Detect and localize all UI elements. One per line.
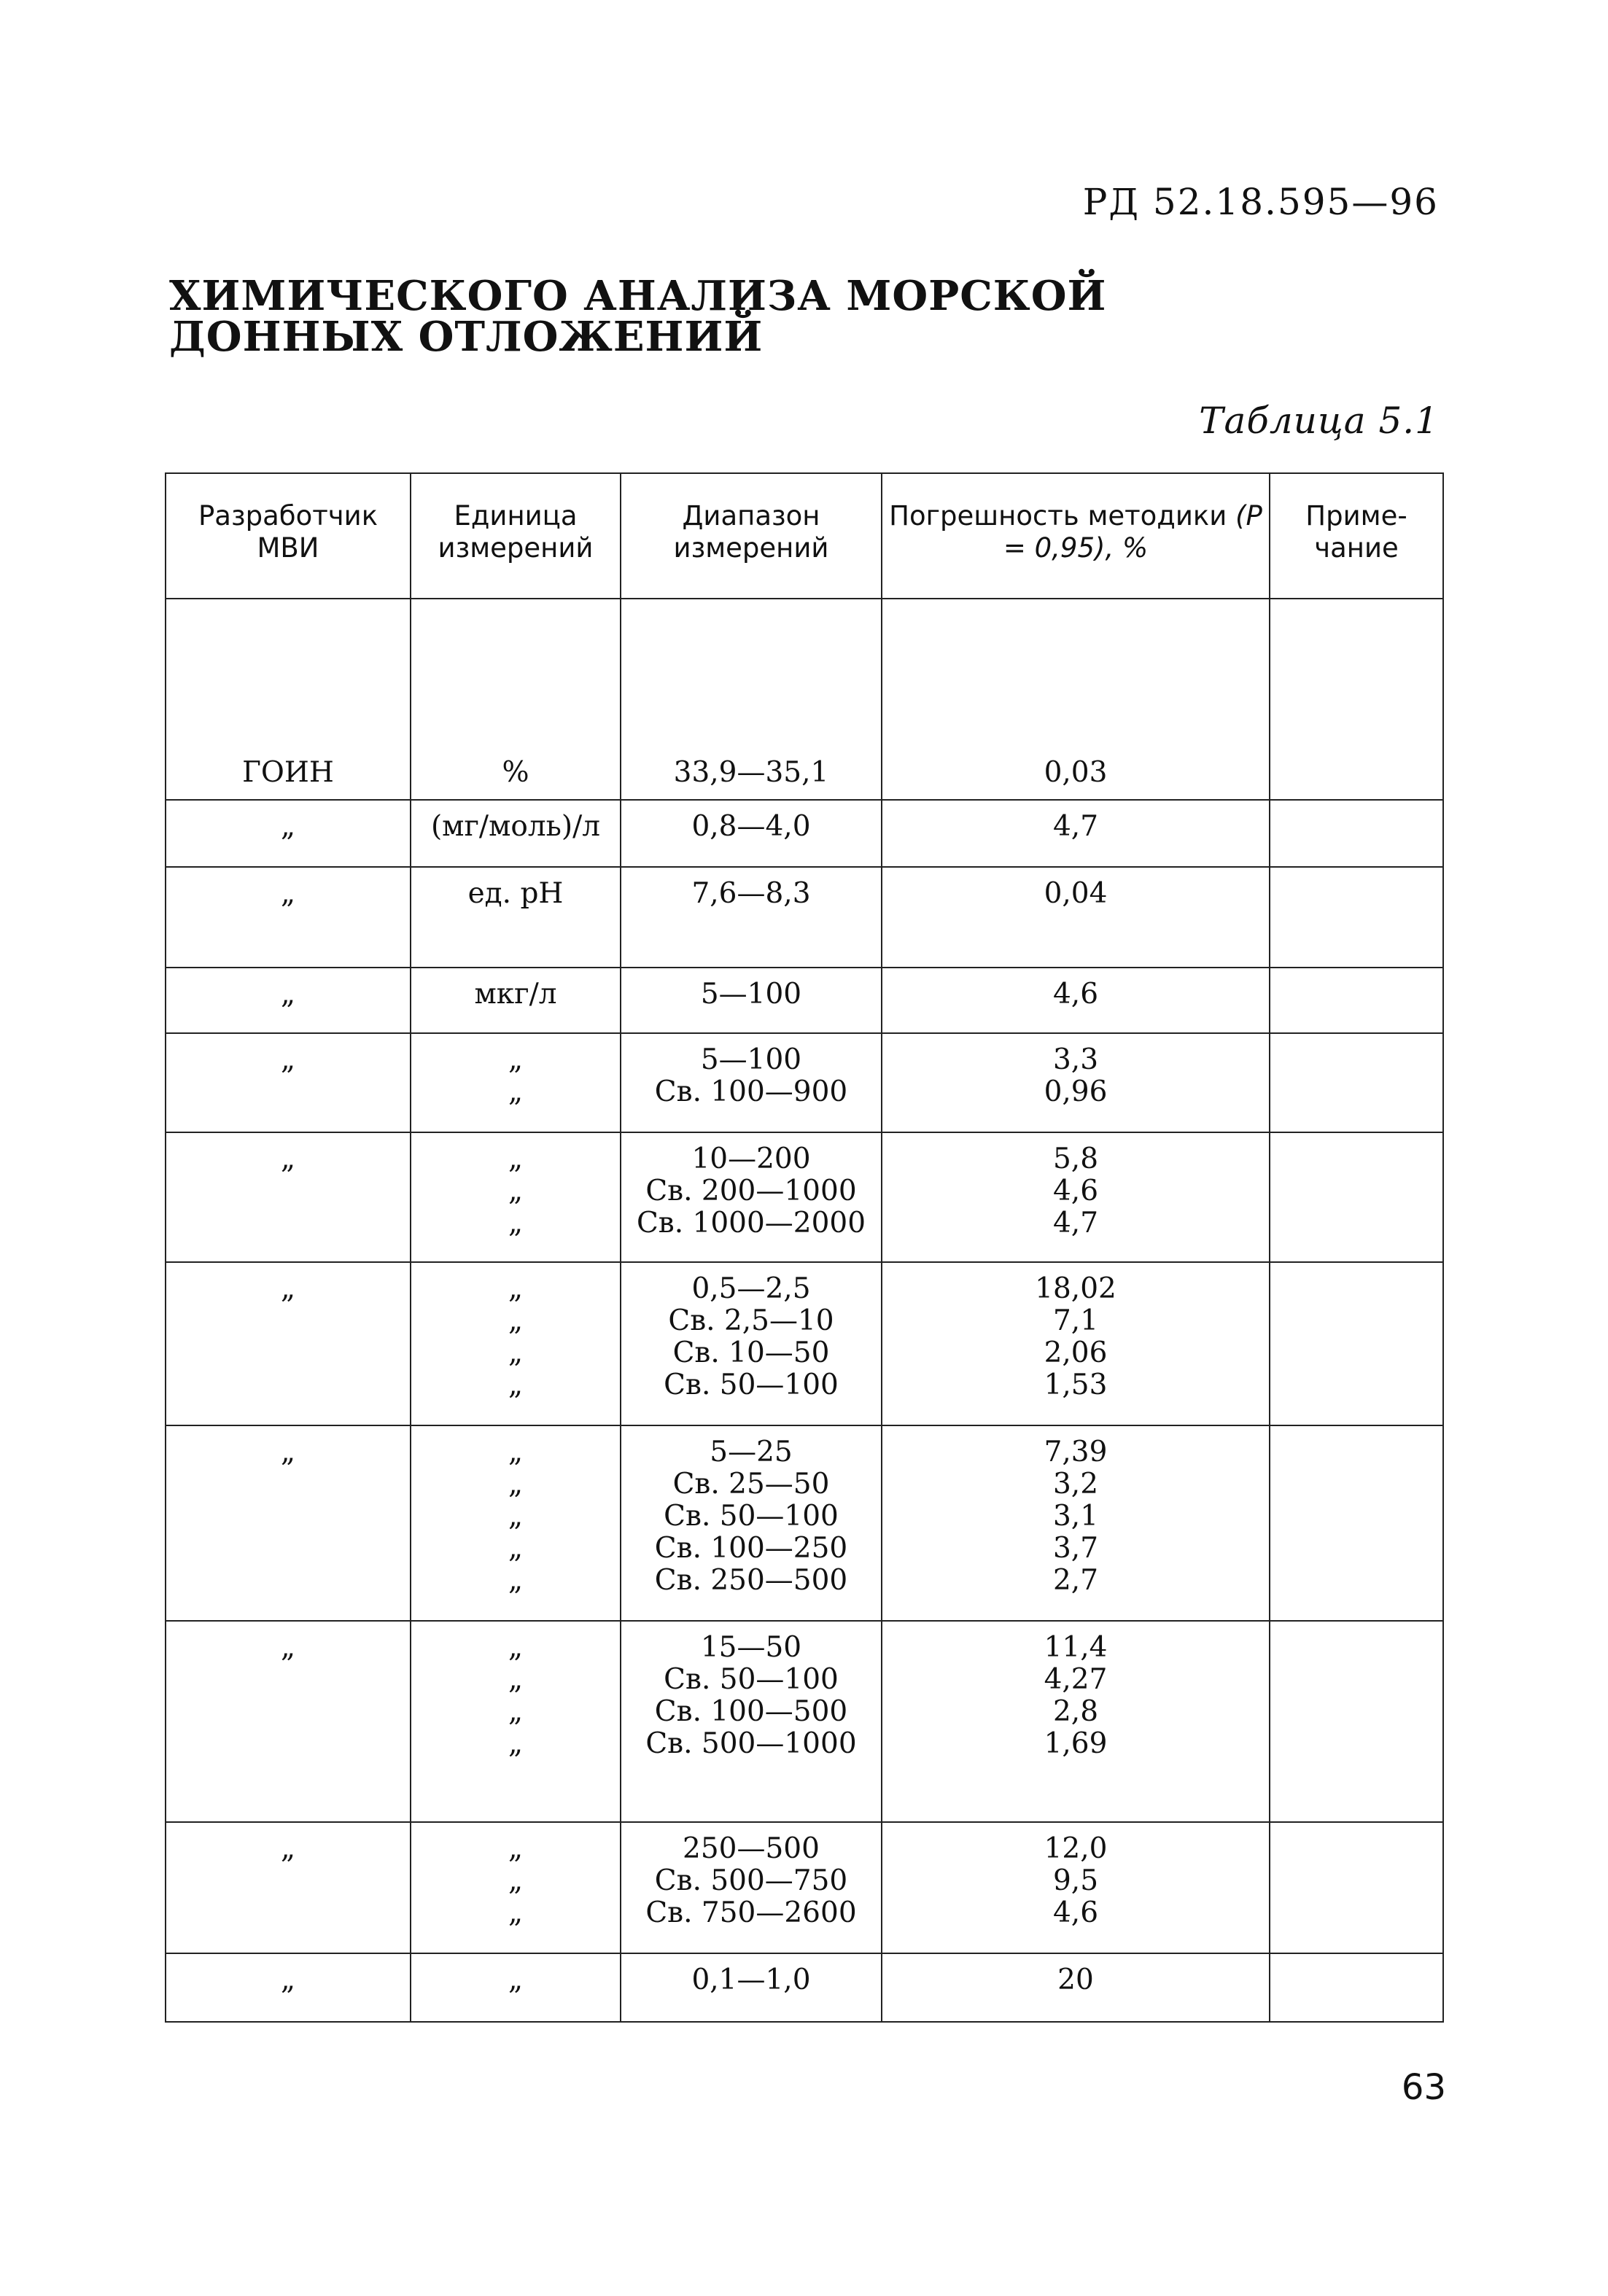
table-row <box>166 867 1443 968</box>
unit-cell: „ „ „ <box>411 1822 621 1953</box>
error-cell: 5,8 4,6 4,7 <box>882 1132 1270 1262</box>
table-row <box>166 1822 1443 1953</box>
table-row <box>166 1425 1443 1621</box>
error-cell: 20 <box>882 1953 1270 2022</box>
header-error: Погрешность методики (P = 0,95), % <box>882 473 1270 599</box>
note-cell <box>1270 1132 1443 1262</box>
developer-cell: „ <box>166 1425 411 1621</box>
error-cell: 12,0 9,5 4,6 <box>882 1822 1270 1953</box>
table-row <box>166 1033 1443 1132</box>
developer-cell: ГОИН <box>166 599 411 800</box>
unit-cell: (мг/моль)/л <box>411 800 621 867</box>
range-cell: 10—200 Св. 200—1000 Св. 1000—2000 <box>621 1132 882 1262</box>
developer-cell: „ <box>166 800 411 867</box>
error-cell: 18,02 7,1 2,06 1,53 <box>882 1262 1270 1425</box>
error-cell: 0,04 <box>882 867 1270 968</box>
developer-cell: „ <box>166 1621 411 1822</box>
unit-cell: „ „ „ „ <box>411 1262 621 1425</box>
note-cell <box>1270 1621 1443 1822</box>
table-row <box>166 968 1443 1033</box>
developer-cell: „ <box>166 1822 411 1953</box>
developer-cell: „ <box>166 1033 411 1132</box>
note-cell <box>1270 599 1443 800</box>
developer-cell: „ <box>166 867 411 968</box>
unit-cell: ед. pH <box>411 867 621 968</box>
unit-cell: „ „ „ „ <box>411 1621 621 1822</box>
page-number: 63 <box>1401 2067 1446 2108</box>
range-cell: 0,1—1,0 <box>621 1953 882 2022</box>
header-range: Диапазон измерений <box>621 473 882 599</box>
unit-cell: „ „ „ „ „ <box>411 1425 621 1621</box>
developer-cell: „ <box>166 1953 411 2022</box>
unit-cell: % <box>411 599 621 800</box>
range-cell: 5—100 Св. 100—900 <box>621 1033 882 1132</box>
unit-cell: „ „ <box>411 1033 621 1132</box>
note-cell <box>1270 968 1443 1033</box>
note-cell <box>1270 1953 1443 2022</box>
error-cell: 0,03 <box>882 599 1270 800</box>
header-note: Приме- чание <box>1270 473 1443 599</box>
table-row <box>166 599 1443 800</box>
range-cell: 5—100 <box>621 968 882 1033</box>
range-cell: 33,9—35,1 <box>621 599 882 800</box>
unit-cell: мкг/л <box>411 968 621 1033</box>
document-code: РД 52.18.595—96 <box>1082 181 1439 223</box>
range-cell: 0,8—4,0 <box>621 800 882 867</box>
heading-line-2: ДОННЫХ ОТЛОЖЕНИЙ <box>169 313 764 361</box>
error-cell: 4,7 <box>882 800 1270 867</box>
unit-cell: „ „ „ <box>411 1132 621 1262</box>
note-cell <box>1270 1262 1443 1425</box>
table-row <box>166 1262 1443 1425</box>
error-cell: 4,6 <box>882 968 1270 1033</box>
table-caption: Таблица 5.1 <box>1199 400 1439 442</box>
table-row <box>166 1621 1443 1822</box>
table-row <box>166 1953 1443 2022</box>
error-cell: 3,3 0,96 <box>882 1033 1270 1132</box>
table-row <box>166 800 1443 867</box>
range-cell: 15—50 Св. 50—100 Св. 100—500 Св. 500—1000 <box>621 1621 882 1822</box>
range-cell: 5—25 Св. 25—50 Св. 50—100 Св. 100—250 Св. 250—500 <box>621 1425 882 1621</box>
developer-cell: „ <box>166 1132 411 1262</box>
heading-line-1: ХИМИЧЕСКОГО АНАЛИЗА МОРСКОЙ <box>169 272 1107 320</box>
header-developer: Разработчик МВИ <box>166 473 411 599</box>
table-row <box>166 1132 1443 1262</box>
range-cell: 0,5—2,5 Св. 2,5—10 Св. 10—50 Св. 50—100 <box>621 1262 882 1425</box>
page-heading <box>169 272 1107 361</box>
developer-cell: „ <box>166 1262 411 1425</box>
unit-cell: „ <box>411 1953 621 2022</box>
header-unit: Единица измерений <box>411 473 621 599</box>
error-cell: 11,4 4,27 2,8 1,69 <box>882 1621 1270 1822</box>
note-cell <box>1270 800 1443 867</box>
developer-cell: „ <box>166 968 411 1033</box>
data-table <box>165 472 1444 2023</box>
range-cell: 7,6—8,3 <box>621 867 882 968</box>
note-cell <box>1270 1425 1443 1621</box>
table-header-row <box>166 473 1443 599</box>
note-cell <box>1270 867 1443 968</box>
note-cell <box>1270 1033 1443 1132</box>
error-cell: 7,39 3,2 3,1 3,7 2,7 <box>882 1425 1270 1621</box>
range-cell: 250—500 Св. 500—750 Св. 750—2600 <box>621 1822 882 1953</box>
note-cell <box>1270 1822 1443 1953</box>
